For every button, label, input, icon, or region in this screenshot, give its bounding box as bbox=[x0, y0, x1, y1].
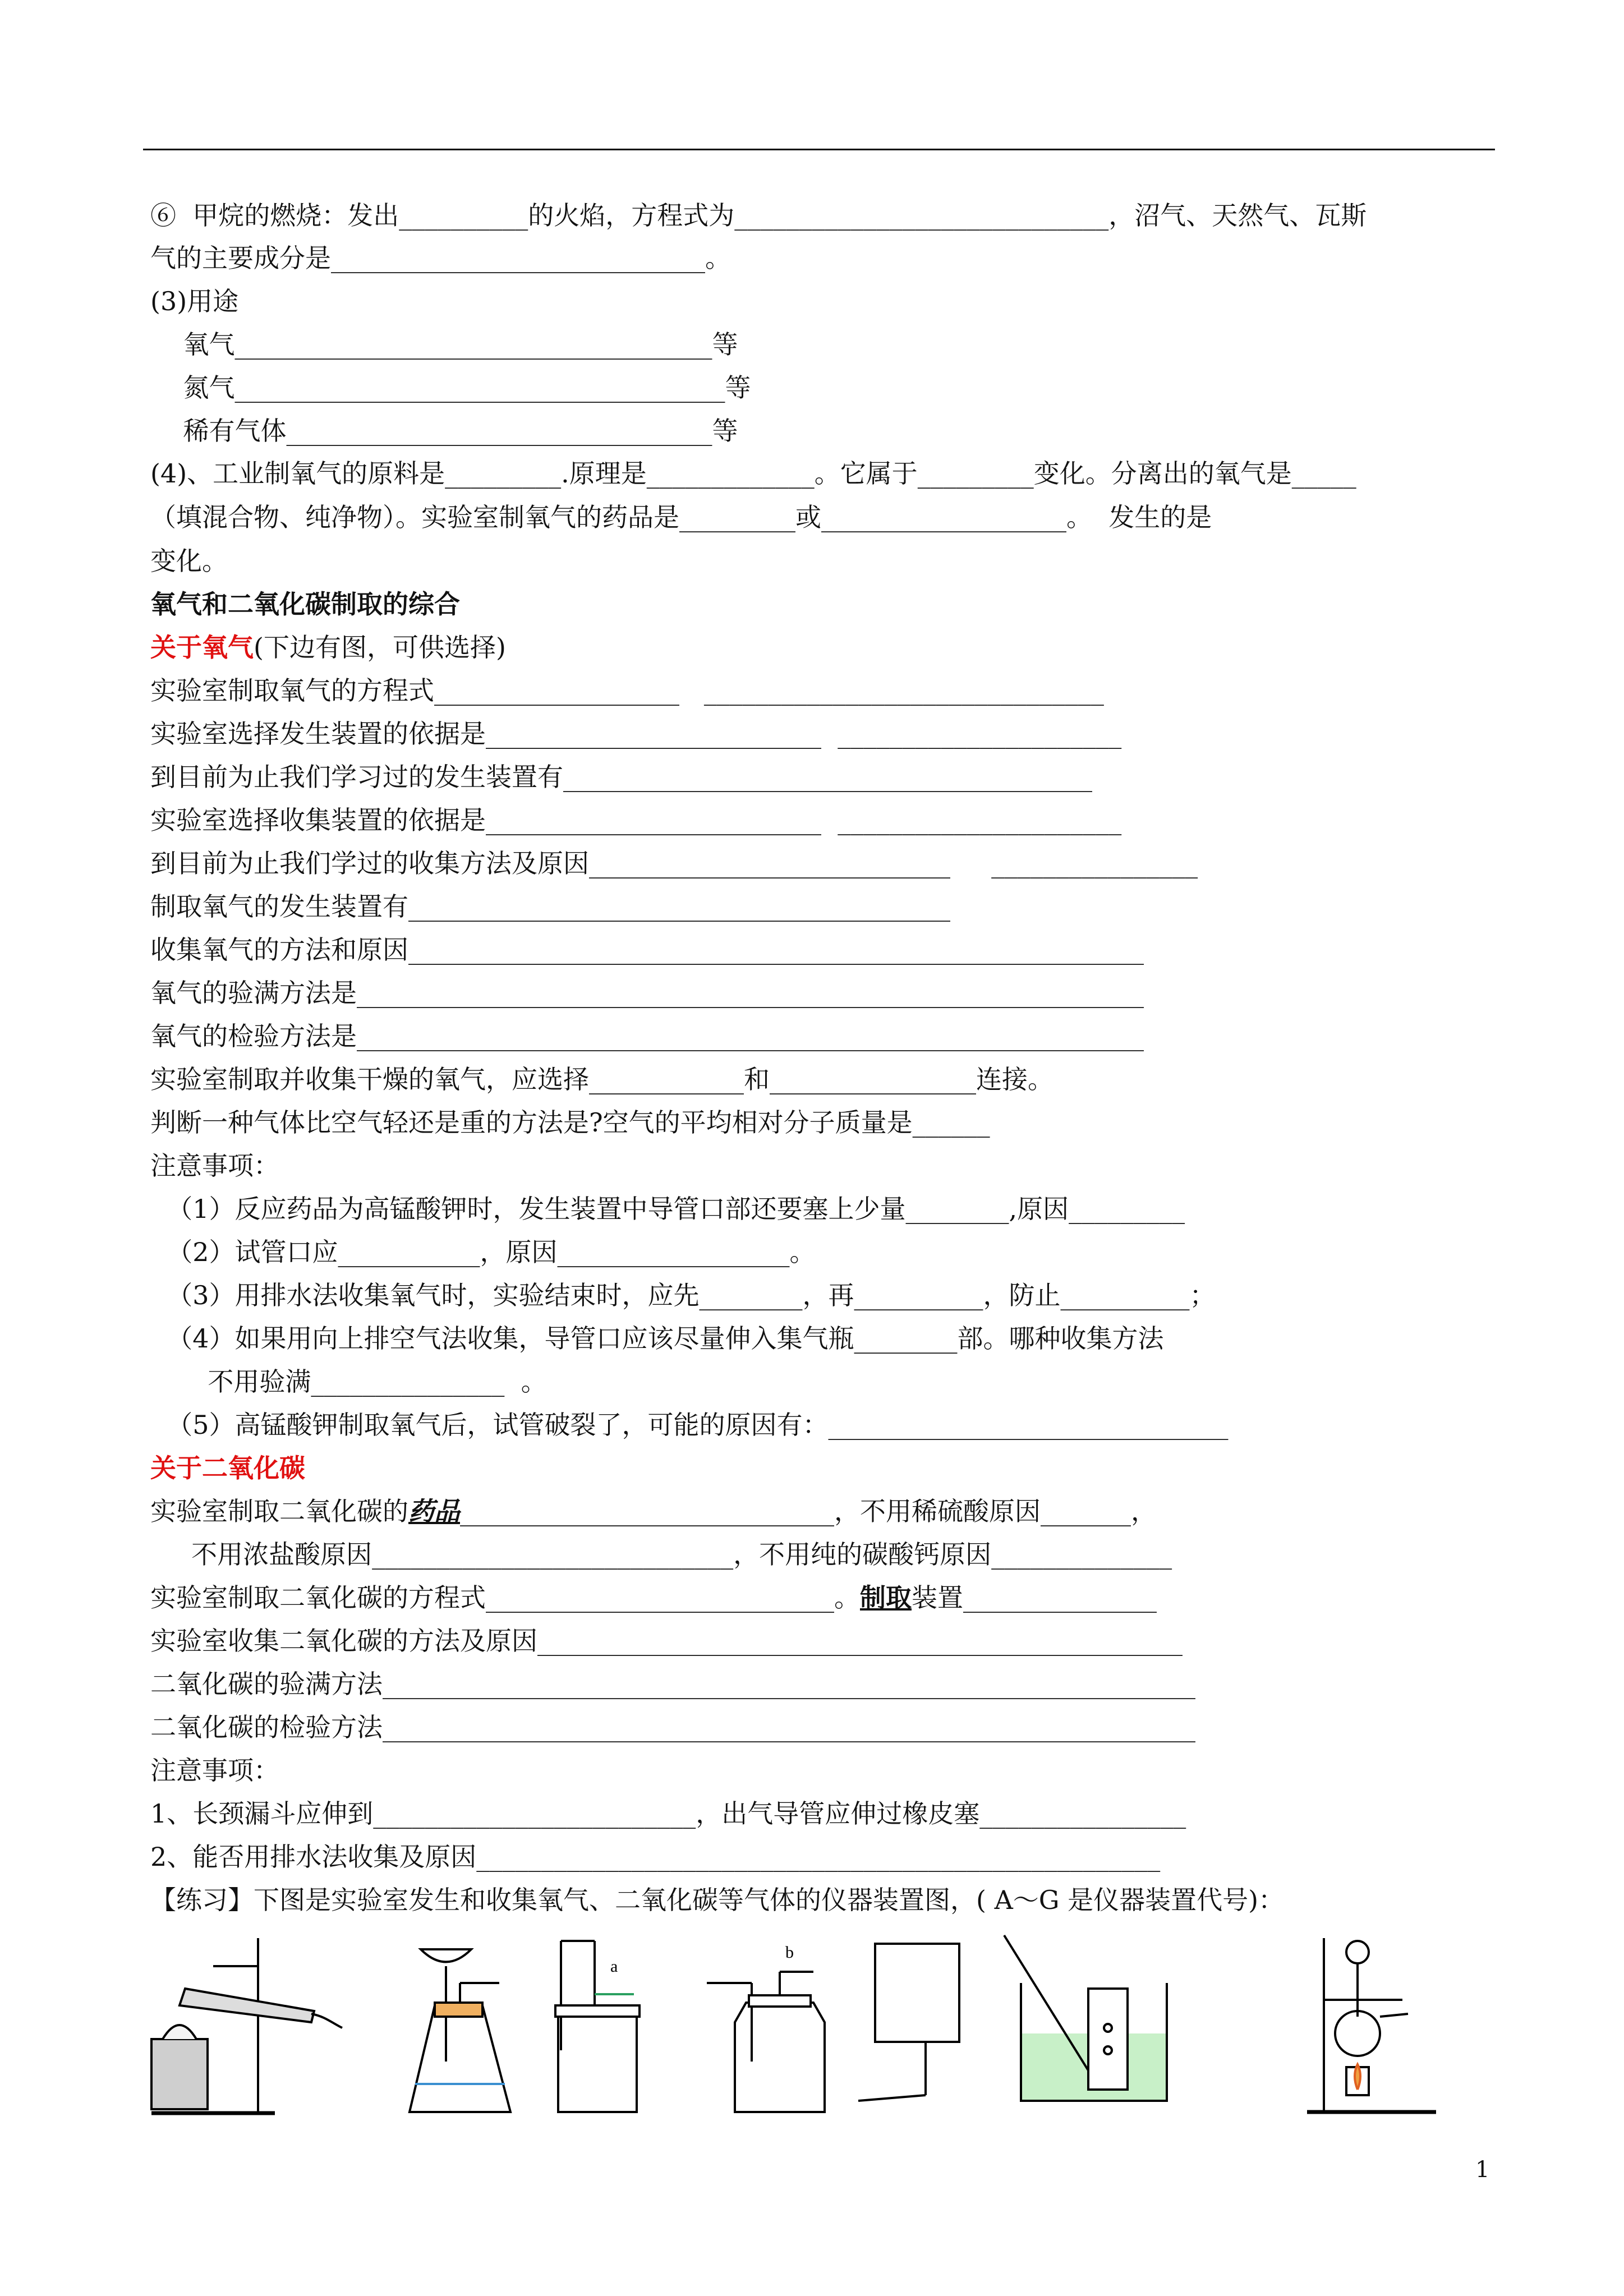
text-line: ⑥ 甲烷的燃烧：发出__________的火焰，方程式为_____________________________，沼气、天然气、瓦斯 bbox=[150, 200, 1367, 231]
text-line: （3）用排水法收集氧气时，实验结束时，应先________，再__________，防止__________； bbox=[150, 1280, 1216, 1310]
text-line: 实验室制取氧气的方程式___________________ _______________________________ bbox=[150, 675, 1104, 706]
text-line: 稀有气体_________________________________等 bbox=[150, 416, 738, 446]
text-line: 2、能否用排水法收集及原因_____________________________________________________ bbox=[150, 1842, 1161, 1872]
text-line: 制取氧气的发生装置有__________________________________________ bbox=[150, 891, 950, 922]
text-line: 氧气的检验方法是_____________________________________________________________ bbox=[150, 1021, 1144, 1051]
text-line: 变化。 bbox=[150, 546, 228, 576]
text-line: 实验室选择收集装置的依据是__________________________ ______________________ bbox=[150, 805, 1122, 835]
apparatus-e bbox=[858, 1944, 959, 2101]
apparatus-g bbox=[1307, 1938, 1436, 2112]
text-line: (4)、工业制氧气的原料是_________.原理是_____________。它属于_________变化。分离出的氧气是_____ bbox=[150, 458, 1356, 489]
text-line: 【练习】下图是实验室发生和收集氧气、二氧化碳等气体的仪器装置图，( A～G 是仪器装置代号)： bbox=[150, 1885, 1285, 1915]
label-a: a bbox=[610, 1957, 618, 1976]
apparatus-a bbox=[151, 1938, 342, 2113]
apparatus-d bbox=[707, 1943, 825, 2112]
text-line: 关于氧气(下边有图，可供选择) bbox=[150, 632, 506, 662]
label-b: b bbox=[785, 1943, 794, 1962]
text-line: 实验室制取二氧化碳的药品_____________________________，不用稀硫酸原因_______， bbox=[150, 1496, 1157, 1526]
text-line: 二氧化碳的检验方法_______________________________________________________________ bbox=[150, 1712, 1195, 1742]
text-line: 氧气_____________________________________等 bbox=[150, 329, 738, 360]
header-rule bbox=[143, 149, 1495, 150]
apparatus-f bbox=[1004, 1935, 1167, 2101]
text-line: （填混合物、纯净物）。实验室制氧气的药品是_________或___________________。 发生的是 bbox=[150, 502, 1212, 532]
text-line: 不用浓盐酸原因____________________________，不用纯的碳酸钙原因______________ bbox=[150, 1539, 1172, 1570]
page-number: 1 bbox=[1475, 2157, 1490, 2183]
text-line: 到目前为止我们学过的收集方法及原因____________________________ ________________ bbox=[150, 848, 1198, 878]
text-line: 注意事项： bbox=[150, 1755, 279, 1786]
text-line: 氧气的验满方法是_____________________________________________________________ bbox=[150, 978, 1144, 1008]
text-line: 不用验满_______________ 。 bbox=[150, 1366, 547, 1397]
text-line: （4）如果用向上排空气法收集，导管口应该尽量伸入集气瓶________部。哪种收集方法 bbox=[150, 1323, 1164, 1354]
text-line: 氮气______________________________________等 bbox=[150, 372, 751, 403]
text-line: 气的主要成分是_____________________________。 bbox=[150, 243, 731, 273]
text-line: 收集氧气的方法和原因_________________________________________________________ bbox=[150, 935, 1144, 965]
text-line: 实验室收集二氧化碳的方法及原因__________________________________________________ bbox=[150, 1626, 1183, 1656]
text-line: 二氧化碳的验满方法_______________________________________________________________ bbox=[150, 1669, 1195, 1699]
o2-heading: 关于氧气 bbox=[150, 632, 254, 662]
apparatus-b bbox=[410, 1949, 510, 2112]
text-line: 1、长颈漏斗应伸到_________________________，出气导管应伸过橡皮塞________________ bbox=[150, 1798, 1186, 1829]
text-line: 实验室制取并收集干燥的氧气，应选择____________和________________连接。 bbox=[150, 1064, 1053, 1094]
section-heading-co2: 关于二氧化碳 bbox=[150, 1453, 305, 1483]
text-line: (3)用途 bbox=[150, 286, 239, 316]
text-line: （2）试管口应___________，原因__________________。 bbox=[150, 1237, 816, 1267]
apparatus-figure bbox=[140, 1932, 1453, 2134]
text-line: 实验室选择发生装置的依据是__________________________ ______________________ bbox=[150, 719, 1122, 749]
text-line: （1）反应药品为高锰酸钾时，发生装置中导管口部还要塞上少量________,原因_________ bbox=[150, 1194, 1185, 1224]
text-line: 注意事项： bbox=[150, 1151, 279, 1181]
text-line: 判断一种气体比空气轻还是重的方法是?空气的平均相对分子质量是______ bbox=[150, 1107, 990, 1138]
apparatus-c bbox=[555, 1941, 640, 2112]
text-line: 到目前为止我们学习过的发生装置有_________________________________________ bbox=[150, 762, 1092, 792]
section-heading: 氧气和二氧化碳制取的综合 bbox=[150, 589, 460, 619]
text-line: 实验室制取二氧化碳的方程式___________________________。制取装置_______________ bbox=[150, 1582, 1157, 1613]
text-line: （5）高锰酸钾制取氧气后，试管破裂了，可能的原因有：_______________________________ bbox=[150, 1410, 1229, 1440]
